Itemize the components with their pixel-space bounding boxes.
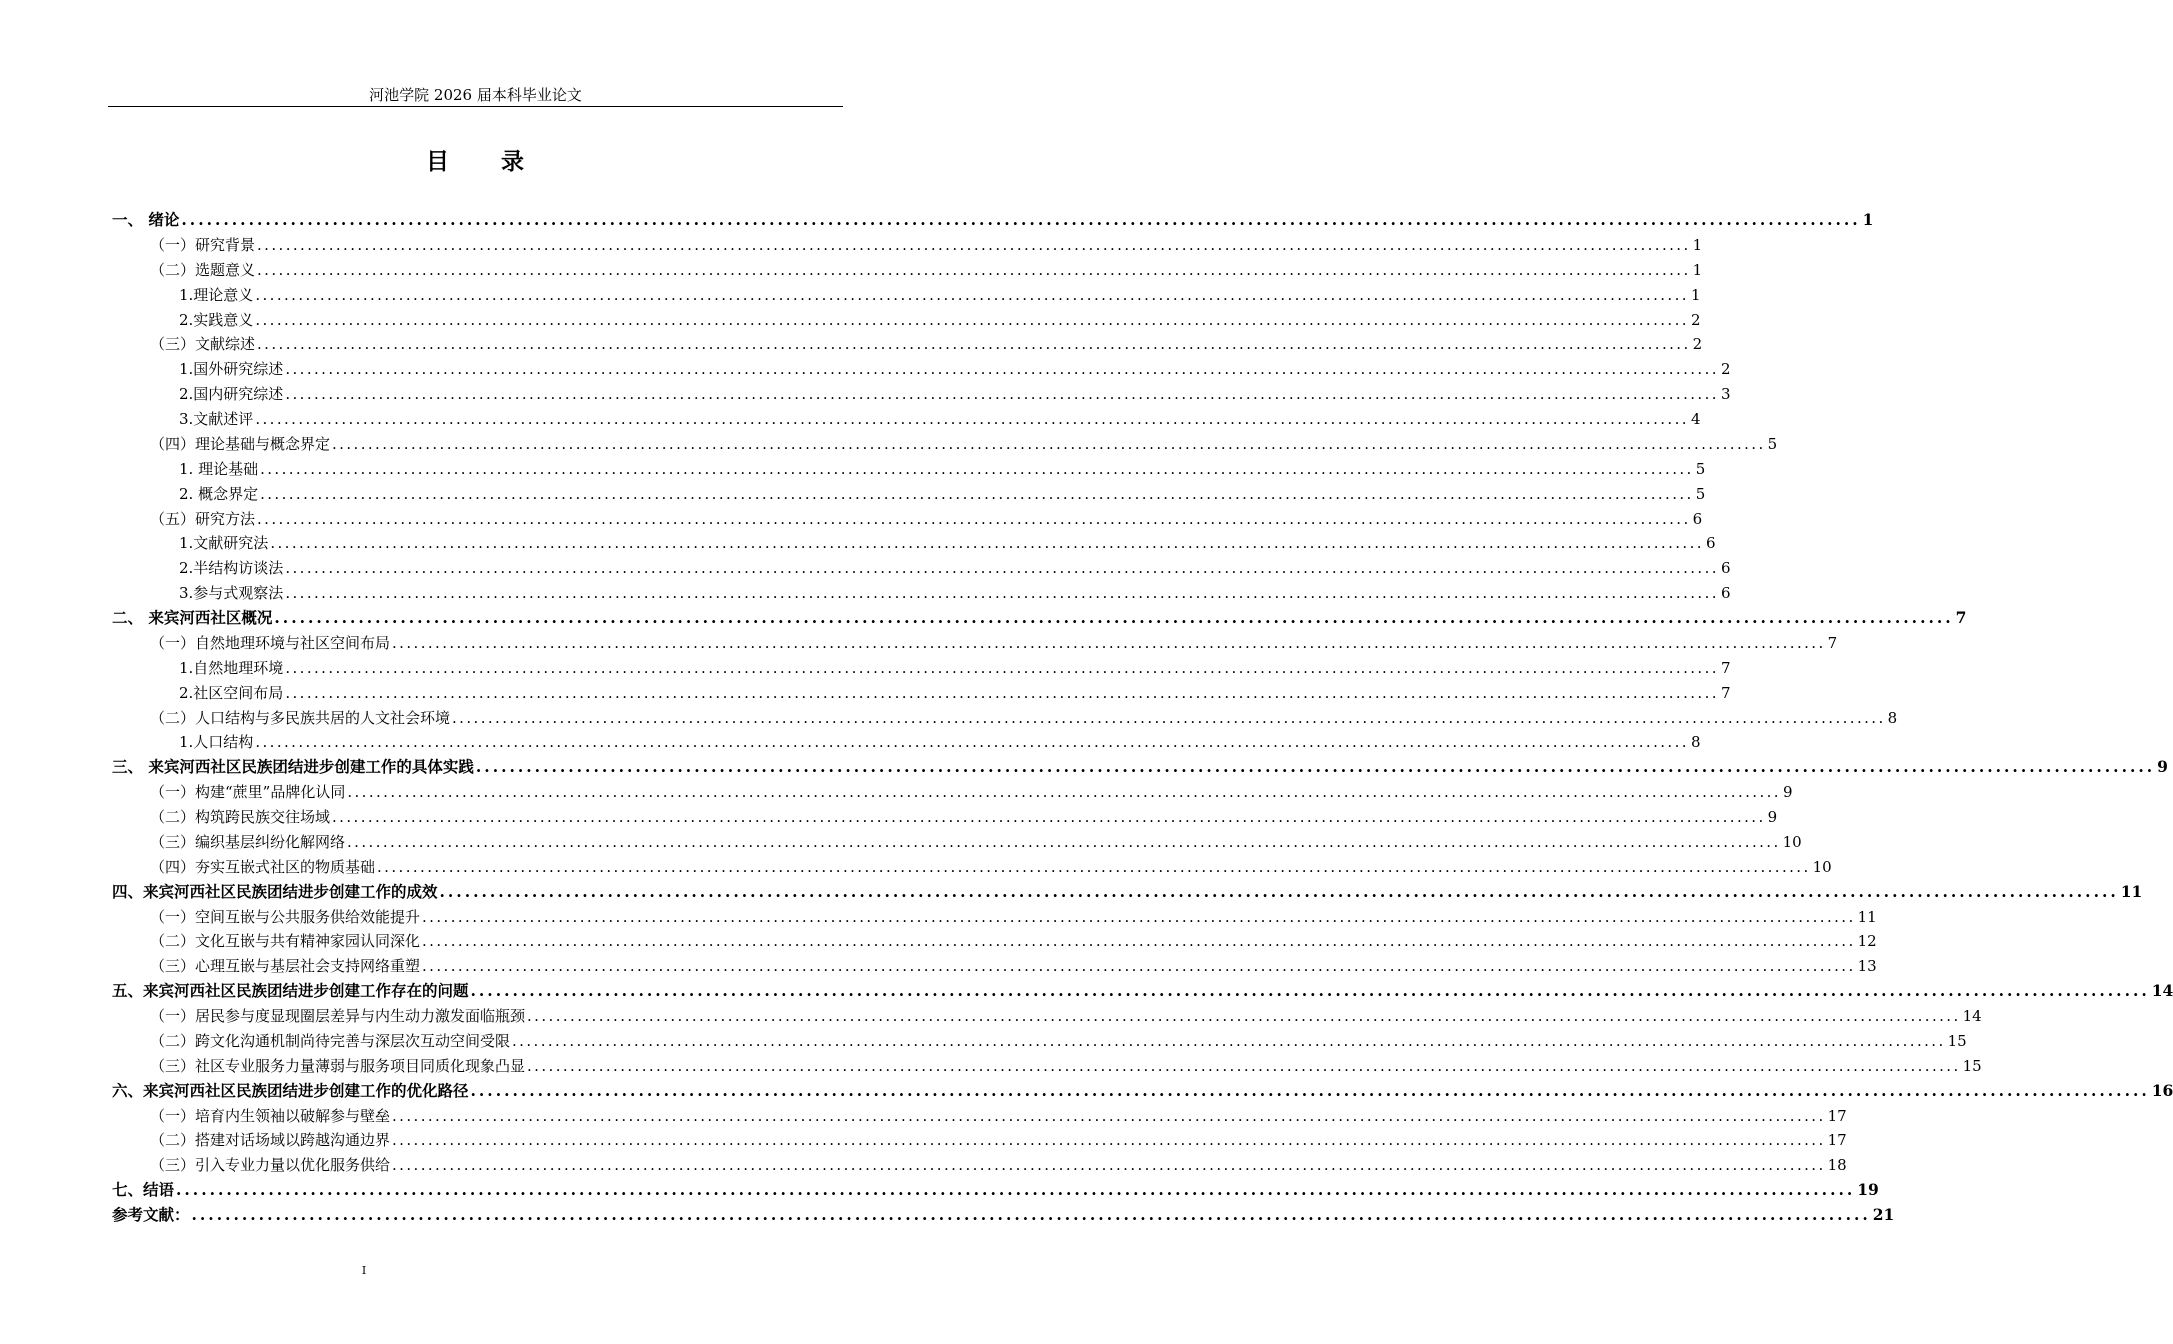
toc-entry-page: 10: [1782, 832, 1802, 851]
toc-leader-dots: ........................................................................................................................................................................................................: [255, 285, 1689, 304]
toc-entry-page: 2: [1692, 335, 1703, 354]
toc-leader-dots: ........................................................................................................................................................................................................: [285, 385, 1719, 404]
toc-entry-label: （二）文化互嵌与共有精神家园认同深化: [150, 932, 421, 951]
toc-entry-label: （二）搭建对话场域以跨越沟通边界: [150, 1131, 391, 1150]
toc-entry[interactable]: [112, 706, 1898, 731]
toc-leader-dots: ........................................................................................................................................................................................................: [176, 1180, 1856, 1200]
toc-entry-page: 17: [1827, 1106, 1847, 1125]
running-header: 河池学院 2026 届本科毕业论文: [369, 86, 582, 104]
toc-entry-page: 9: [1782, 783, 1793, 802]
toc-leader-dots: ........................................................................................................................................................................................................: [181, 210, 1861, 229]
toc-leader-dots: ........................................................................................................................................................................................................: [347, 783, 1781, 802]
toc-leader-dots: ........................................................................................................................................................................................................: [255, 410, 1689, 428]
toc-entry[interactable]: [112, 979, 2173, 1004]
toc-leader-dots: ........................................................................................................................................................................................................: [470, 1080, 2150, 1100]
toc-entry-label: （五）研究方法: [150, 509, 256, 528]
toc-entry-label: （三）编织基层纠纷化解网络: [150, 832, 346, 851]
toc-entry-page: 9: [1767, 808, 1778, 826]
toc-entry-page: 6: [1720, 559, 1731, 578]
toc-entry-page: 7: [1720, 658, 1731, 677]
toc-entry-page: 6: [1720, 584, 1731, 603]
toc-entry-label: 七、结语: [112, 1180, 175, 1200]
toc-entry[interactable]: [112, 531, 1716, 556]
toc-leader-dots: ........................................................................................................................................................................................................: [347, 832, 1781, 851]
toc-leader-dots: ........................................................................................................................................................................................................: [377, 857, 1811, 876]
toc-entry[interactable]: [112, 382, 1731, 407]
toc-leader-dots: ........................................................................................................................................................................................................: [422, 907, 1856, 926]
table-of-contents: [112, 208, 2173, 1228]
toc-entry-label: （一）培育内生领袖以破解参与壁垒: [150, 1106, 391, 1125]
toc-leader-dots: ........................................................................................................................................................................................................: [392, 1131, 1826, 1150]
toc-entry[interactable]: [112, 432, 1778, 457]
toc-entry[interactable]: [112, 482, 1706, 507]
toc-leader-dots: ........................................................................................................................................................................................................: [332, 808, 1766, 826]
toc-entry[interactable]: [112, 407, 1701, 432]
toc-entry-label: 1.文献研究法: [179, 534, 269, 553]
toc-leader-dots: ........................................................................................................................................................................................................: [257, 235, 1691, 254]
toc-entry[interactable]: [112, 954, 1877, 979]
toc-leader-dots: ........................................................................................................................................................................................................: [392, 633, 1826, 652]
toc-entry-label: 1. 理论基础: [179, 459, 259, 478]
toc-leader-dots: ........................................................................................................................................................................................................: [270, 534, 1704, 553]
toc-entry[interactable]: [112, 880, 2143, 905]
toc-entry[interactable]: [112, 556, 1731, 581]
toc-entry-page: 7: [1955, 608, 1967, 627]
toc-entry[interactable]: [112, 1128, 1847, 1153]
toc-entry-label: （一）空间互嵌与公共服务供给效能提升: [150, 907, 421, 926]
toc-entry-page: 18: [1827, 1156, 1847, 1175]
toc-leader-dots: ........................................................................................................................................................................................................: [257, 509, 1691, 528]
toc-entry-page: 12: [1857, 932, 1877, 951]
toc-entry-label: （三）社区专业服务力量薄弱与服务项目同质化现象凸显: [150, 1056, 526, 1075]
toc-entry-label: 六、来宾河西社区民族团结进步创建工作的优化路径: [112, 1080, 469, 1100]
toc-entry[interactable]: [112, 233, 1703, 258]
toc-entry[interactable]: [112, 507, 1703, 532]
toc-entry-page: 21: [1872, 1205, 1895, 1224]
toc-entry-page: 8: [1887, 708, 1898, 727]
toc-leader-dots: ........................................................................................................................................................................................................: [191, 1205, 1871, 1224]
toc-leader-dots: ........................................................................................................................................................................................................: [274, 608, 1954, 627]
toc-leader-dots: ........................................................................................................................................................................................................: [260, 459, 1694, 478]
toc-leader-dots: ........................................................................................................................................................................................................: [255, 733, 1689, 752]
toc-entry-label: （四）理论基础与概念界定: [150, 434, 331, 453]
toc-title: 目 录: [425, 149, 546, 175]
toc-entry-label: 2.社区空间布局: [179, 683, 284, 702]
toc-entry[interactable]: [112, 780, 1793, 805]
toc-entry-page: 17: [1827, 1131, 1847, 1150]
toc-leader-dots: ........................................................................................................................................................................................................: [512, 1031, 1946, 1050]
toc-entry-label: （二）选题意义: [150, 260, 256, 279]
toc-entry[interactable]: [112, 1004, 1982, 1029]
toc-entry-label: 参考文献：: [112, 1205, 190, 1224]
toc-entry-page: 4: [1690, 410, 1701, 428]
toc-entry[interactable]: [112, 755, 2168, 780]
toc-entry-label: 1.自然地理环境: [179, 658, 284, 677]
toc-entry[interactable]: [112, 905, 1877, 930]
toc-entry-page: 3: [1720, 385, 1731, 404]
toc-entry-page: 8: [1690, 733, 1701, 752]
toc-leader-dots: ........................................................................................................................................................................................................: [527, 1056, 1961, 1075]
toc-entry[interactable]: [112, 1104, 1847, 1129]
toc-entry[interactable]: [112, 1153, 1847, 1178]
toc-entry[interactable]: [112, 730, 1701, 755]
toc-entry[interactable]: [112, 805, 1778, 830]
toc-entry-label: （二）人口结构与多民族共居的人文社会环境: [150, 708, 451, 727]
toc-entry-label: 三、 来宾河西社区民族团结进步创建工作的具体实践: [112, 757, 474, 777]
toc-entry-page: 5: [1695, 459, 1706, 478]
toc-entry[interactable]: [112, 656, 1731, 681]
toc-entry-page: 2: [1720, 360, 1731, 379]
toc-entry-label: （一）构建“蔗里”品牌化认同: [150, 783, 346, 802]
toc-entry-page: 11: [1857, 907, 1877, 926]
toc-entry-page: 9: [2157, 757, 2168, 777]
toc-entry[interactable]: [112, 308, 1701, 333]
toc-entry-page: 15: [1962, 1056, 1982, 1075]
toc-entry-label: 2.半结构访谈法: [179, 559, 284, 578]
toc-leader-dots: ........................................................................................................................................................................................................: [422, 932, 1856, 951]
toc-leader-dots: ........................................................................................................................................................................................................: [285, 658, 1719, 677]
toc-entry-page: 14: [2151, 981, 2173, 1001]
toc-entry-page: 19: [1857, 1180, 1879, 1200]
toc-entry-page: 5: [1695, 484, 1706, 503]
toc-entry-label: （一）研究背景: [150, 235, 256, 254]
toc-entry-page: 7: [1720, 683, 1731, 702]
toc-entry-label: （二）跨文化沟通机制尚待完善与深层次互动空间受限: [150, 1031, 511, 1050]
toc-entry-label: 二、 来宾河西社区概况: [112, 608, 273, 627]
toc-leader-dots: ........................................................................................................................................................................................................: [285, 559, 1719, 578]
toc-entry-page: 1: [1692, 260, 1703, 279]
toc-entry[interactable]: [112, 929, 1877, 954]
header-rule: [108, 106, 843, 107]
toc-entry-label: 一、 绪论: [112, 210, 180, 229]
toc-entry-label: （三）文献综述: [150, 335, 256, 354]
toc-entry-label: 3.参与式观察法: [179, 584, 284, 603]
toc-entry-page: 15: [1947, 1031, 1967, 1050]
toc-leader-dots: ........................................................................................................................................................................................................: [285, 584, 1719, 603]
toc-entry-label: 2.国内研究综述: [179, 385, 284, 404]
toc-entry-label: （三）引入专业力量以优化服务供给: [150, 1156, 391, 1175]
toc-leader-dots: ........................................................................................................................................................................................................: [257, 335, 1691, 354]
toc-entry-page: 13: [1857, 957, 1877, 976]
toc-leader-dots: ........................................................................................................................................................................................................: [452, 708, 1886, 727]
toc-leader-dots: ........................................................................................................................................................................................................: [392, 1106, 1826, 1125]
toc-entry[interactable]: [112, 681, 1731, 706]
toc-entry-page: 5: [1767, 434, 1778, 453]
toc-entry[interactable]: [112, 283, 1701, 308]
toc-entry[interactable]: [112, 332, 1703, 357]
toc-entry-label: 1.人口结构: [179, 733, 254, 752]
toc-entry-page: 11: [2120, 881, 2143, 901]
toc-leader-dots: ........................................................................................................................................................................................................: [255, 310, 1689, 329]
toc-leader-dots: ........................................................................................................................................................................................................: [260, 484, 1694, 503]
toc-entry-page: 16: [2151, 1080, 2173, 1100]
toc-entry-page: 10: [1812, 857, 1832, 876]
page-number: I: [361, 1264, 367, 1277]
toc-entry[interactable]: [112, 258, 1703, 283]
toc-entry[interactable]: [112, 1029, 1967, 1054]
toc-entry-page: 6: [1705, 534, 1716, 553]
toc-entry-label: （一）自然地理环境与社区空间布局: [150, 633, 391, 652]
toc-entry-page: 14: [1962, 1007, 1982, 1025]
toc-entry[interactable]: [112, 606, 1967, 631]
toc-entry-page: 2: [1690, 310, 1701, 329]
toc-entry-label: 2.实践意义: [179, 310, 254, 329]
toc-entry-page: 7: [1827, 633, 1838, 652]
toc-entry-page: 1: [1692, 235, 1703, 254]
toc-entry[interactable]: [112, 357, 1731, 382]
toc-entry-label: （三）心理互嵌与基层社会支持网络重塑: [150, 957, 421, 976]
toc-entry[interactable]: [112, 855, 1832, 880]
toc-leader-dots: ........................................................................................................................................................................................................: [422, 957, 1856, 976]
toc-entry[interactable]: [112, 1178, 1879, 1203]
toc-entry-page: 1: [1862, 210, 1874, 229]
toc-entry[interactable]: [112, 208, 1874, 233]
toc-leader-dots: ........................................................................................................................................................................................................: [285, 683, 1719, 702]
toc-entry-page: 6: [1692, 509, 1703, 528]
toc-entry-label: 3.文献述评: [179, 410, 254, 428]
toc-entry[interactable]: [112, 457, 1706, 482]
toc-entry-label: （一）居民参与度显现圈层差异与内生动力激发面临瓶颈: [150, 1007, 526, 1025]
toc-entry-label: 1.国外研究综述: [179, 360, 284, 379]
toc-entry-label: （四）夯实互嵌式社区的物质基础: [150, 857, 376, 876]
toc-entry[interactable]: [112, 631, 1838, 656]
toc-entry[interactable]: [112, 1079, 2173, 1104]
toc-leader-dots: ........................................................................................................................................................................................................: [470, 981, 2150, 1001]
toc-entry[interactable]: [112, 581, 1731, 606]
toc-leader-dots: ........................................................................................................................................................................................................: [527, 1007, 1961, 1025]
toc-entry-label: 五、来宾河西社区民族团结进步创建工作存在的问题: [112, 981, 469, 1001]
toc-entry[interactable]: [112, 1203, 1895, 1228]
toc-entry-label: 1.理论意义: [179, 285, 254, 304]
toc-entry-page: 1: [1690, 285, 1701, 304]
toc-leader-dots: ........................................................................................................................................................................................................: [332, 434, 1766, 453]
toc-entry[interactable]: [112, 830, 1802, 855]
toc-entry[interactable]: [112, 1054, 1982, 1079]
toc-leader-dots: ........................................................................................................................................................................................................: [285, 360, 1719, 379]
toc-leader-dots: ........................................................................................................................................................................................................: [392, 1156, 1826, 1175]
toc-entry-label: 四、来宾河西社区民族团结进步创建工作的成效: [112, 881, 438, 901]
toc-entry-label: 2. 概念界定: [179, 484, 259, 503]
toc-leader-dots: ........................................................................................................................................................................................................: [439, 881, 2119, 901]
toc-leader-dots: ........................................................................................................................................................................................................: [475, 757, 2156, 777]
toc-entry-label: （二）构筑跨民族交往场域: [150, 808, 331, 826]
toc-leader-dots: ........................................................................................................................................................................................................: [257, 260, 1691, 279]
